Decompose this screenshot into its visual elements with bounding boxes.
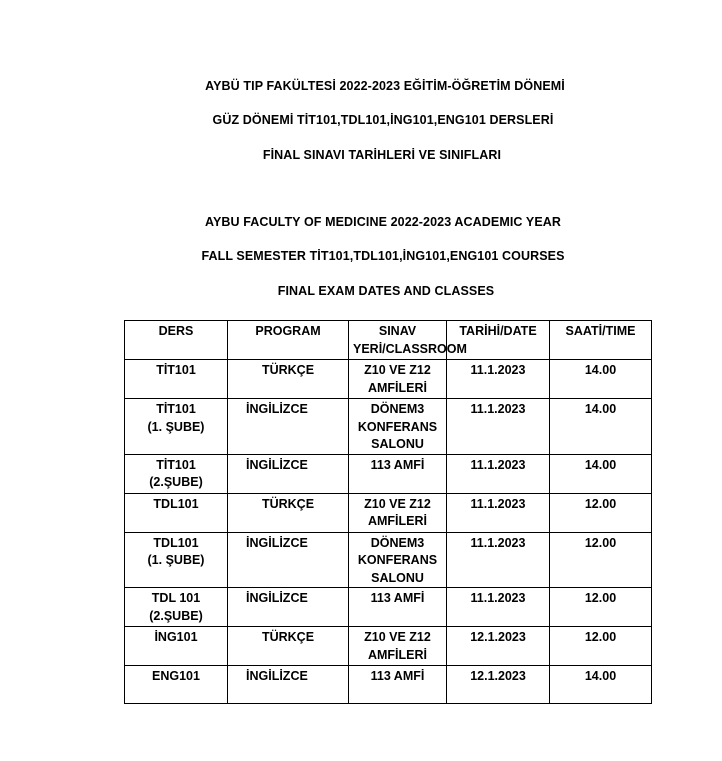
- cell-ders: [125, 588, 228, 627]
- cell-classroom: [349, 627, 447, 666]
- ders-section: (2.ŞUBE): [149, 608, 203, 623]
- cell-time: 14.00: [550, 454, 652, 493]
- classroom-line-1: Z10 VE Z12: [364, 363, 431, 377]
- ders-code: TDL101: [153, 535, 199, 550]
- classroom-line-2: AMFİLERİ: [367, 514, 428, 528]
- cell-classroom: [349, 493, 447, 532]
- cell-ders: [125, 454, 228, 493]
- cell-time: 12.00: [550, 493, 652, 532]
- table-row: [125, 493, 652, 532]
- ders-section: (1. ŞUBE): [147, 553, 205, 567]
- cell-classroom: [349, 454, 447, 493]
- header-classroom-line-2: YERİ/CLASSROOM: [353, 341, 467, 356]
- ders-code: ENG101: [152, 669, 200, 683]
- cell-date: 11.1.2023: [447, 399, 550, 455]
- title-en-line-1: AYBU FACULTY OF MEDICINE 2022-2023 ACADEMIC YEAR: [204, 215, 562, 229]
- cell-date: 11.1.2023: [447, 493, 550, 532]
- classroom-line-1: 113 AMFİ: [370, 457, 425, 472]
- cell-program: İNGİLİZCE: [228, 666, 349, 704]
- cell-ders: [125, 666, 228, 704]
- cell-program: İNGİLİZCE: [228, 454, 349, 493]
- cell-date: 12.1.2023: [447, 666, 550, 704]
- ders-code: TDL101: [153, 496, 199, 511]
- classroom-line-2: KONFERANS: [357, 553, 438, 567]
- cell-program: TÜRKÇE: [228, 360, 349, 399]
- table-row: [125, 666, 652, 704]
- title-en-line-3: FINAL EXAM DATES AND CLASSES: [277, 284, 495, 298]
- cell-program: TÜRKÇE: [228, 627, 349, 666]
- cell-classroom: [349, 360, 447, 399]
- title-tr-line-1: AYBÜ TIP FAKÜLTESİ 2022-2023 EĞİTİM-ÖĞRETİM DÖNEMİ: [205, 79, 565, 93]
- header-ders: DERS: [125, 321, 228, 360]
- classroom-line-2: KONFERANS: [357, 419, 438, 434]
- cell-classroom: [349, 666, 447, 704]
- header-classroom: [349, 321, 467, 360]
- table-row: [125, 588, 652, 627]
- title-tr-line-3: FİNAL SINAVI TARİHLERİ VE SINIFLARI: [262, 148, 502, 162]
- cell-time: 14.00: [550, 360, 652, 399]
- cell-date: 12.1.2023: [447, 627, 550, 666]
- cell-classroom: [349, 532, 447, 588]
- cell-ders: [125, 399, 228, 455]
- classroom-line-1: DÖNEM3: [370, 535, 425, 550]
- ders-code: TİT101: [156, 402, 196, 416]
- exam-schedule-table: [124, 320, 652, 704]
- ders-code: TDL 101: [151, 591, 201, 605]
- header-date: TARİHİ/DATE: [447, 321, 550, 360]
- ders-section: (2.ŞUBE): [149, 475, 203, 489]
- classroom-line-2: AMFİLERİ: [367, 647, 428, 662]
- cell-ders: [125, 493, 228, 532]
- cell-time: 14.00: [550, 666, 652, 704]
- classroom-line-2: AMFİLERİ: [367, 380, 428, 395]
- cell-program: İNGİLİZCE: [228, 588, 349, 627]
- cell-classroom: [349, 588, 447, 627]
- cell-time: 12.00: [550, 627, 652, 666]
- cell-time: 14.00: [550, 399, 652, 455]
- header-time: SAATİ/TIME: [550, 321, 652, 360]
- cell-date: 11.1.2023: [447, 360, 550, 399]
- cell-program: İNGİLİZCE: [228, 399, 349, 455]
- cell-date: 11.1.2023: [447, 532, 550, 588]
- cell-program: TÜRKÇE: [228, 493, 349, 532]
- cell-date: 11.1.2023: [447, 588, 550, 627]
- header-program: PROGRAM: [228, 321, 349, 360]
- table-row: [125, 454, 652, 493]
- cell-time: 12.00: [550, 588, 652, 627]
- classroom-line-1: Z10 VE Z12: [364, 630, 431, 644]
- cell-time: 12.00: [550, 532, 652, 588]
- title-en-line-2: FALL SEMESTER TİT101,TDL101,İNG101,ENG101 COURSES: [201, 249, 565, 263]
- classroom-line-3: SALONU: [371, 437, 424, 451]
- classroom-line-1: 113 AMFİ: [370, 669, 425, 683]
- cell-program: İNGİLİZCE: [228, 532, 349, 588]
- classroom-line-1: 113 AMFİ: [370, 591, 425, 605]
- table-row: [125, 532, 652, 588]
- classroom-line-3: SALONU: [371, 570, 424, 585]
- table-header-row: [125, 321, 652, 360]
- classroom-line-1: Z10 VE Z12: [364, 496, 431, 511]
- classroom-line-1: DÖNEM3: [370, 402, 425, 416]
- cell-ders: [125, 360, 228, 399]
- ders-code: İNG101: [154, 630, 198, 644]
- table-row: [125, 627, 652, 666]
- table-row: [125, 399, 652, 455]
- cell-date: 11.1.2023: [447, 454, 550, 493]
- ders-section: (1. ŞUBE): [147, 419, 205, 434]
- cell-ders: [125, 627, 228, 666]
- table-row: [125, 360, 652, 399]
- title-tr-line-2: GÜZ DÖNEMİ TİT101,TDL101,İNG101,ENG101 DERSLERİ: [212, 113, 554, 127]
- cell-classroom: [349, 399, 447, 455]
- cell-ders: [125, 532, 228, 588]
- header-classroom-line-1: SINAV: [378, 324, 417, 338]
- ders-code: TİT101: [156, 363, 196, 377]
- ders-code: TİT101: [156, 457, 196, 472]
